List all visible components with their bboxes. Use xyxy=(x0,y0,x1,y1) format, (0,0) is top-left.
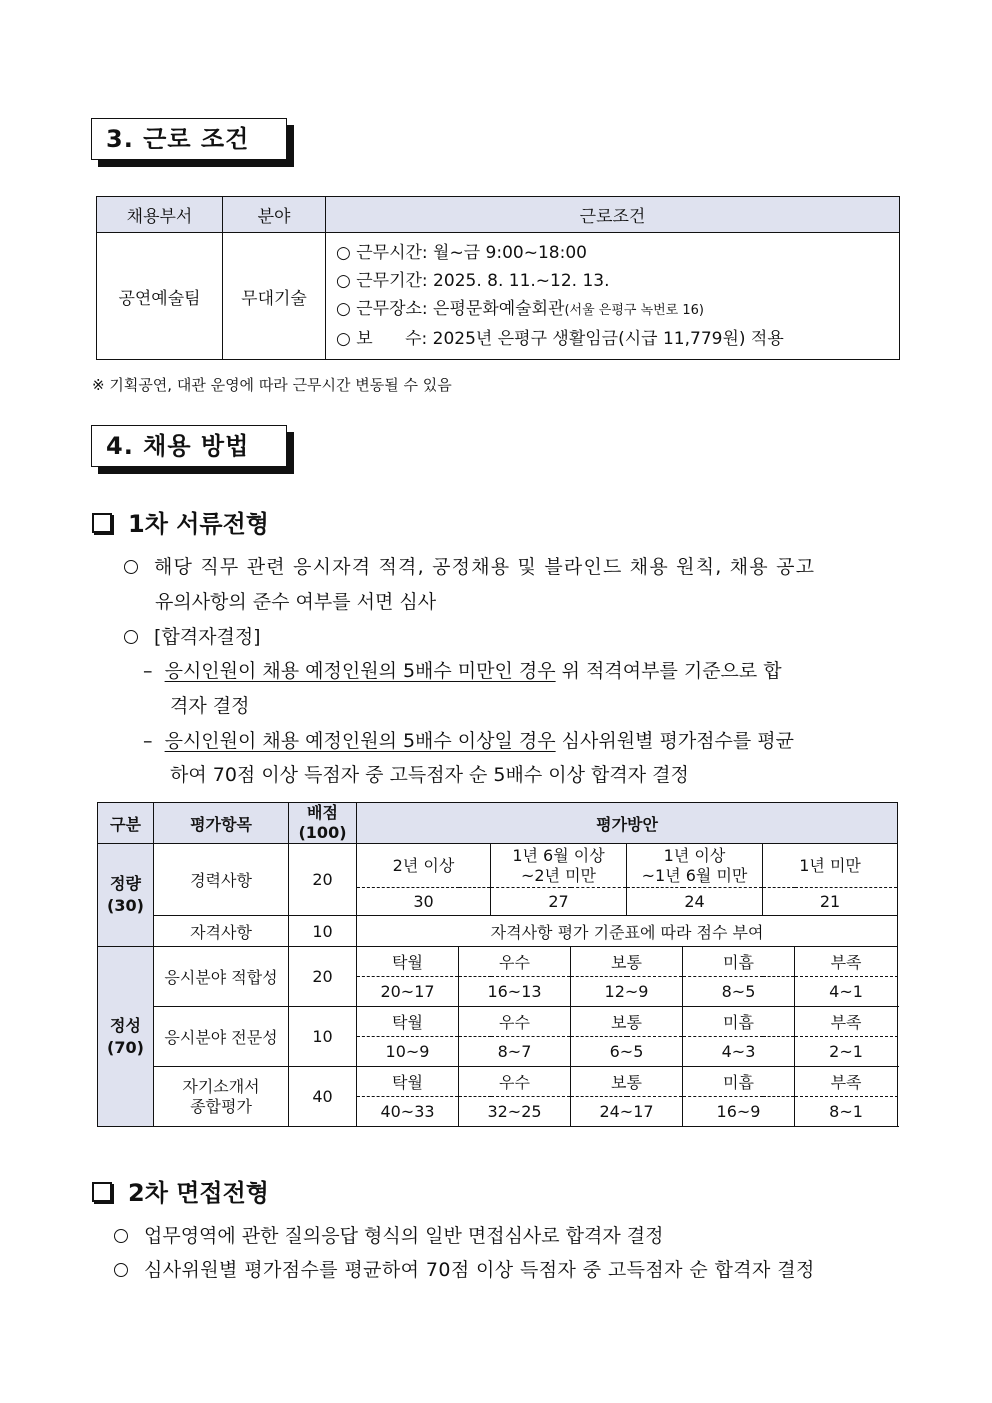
grade-average: 보통 xyxy=(571,1007,683,1037)
section-title-hiring-method: 4. 채용 방법 xyxy=(91,425,287,467)
career-range-3 xyxy=(627,844,763,888)
career-item: 경력사항 xyxy=(154,844,289,916)
qualification-score: 10 xyxy=(289,916,357,947)
pass-rule-1-underlined: 응시인원이 채용 예정인원의 5배수 미만인 경우 xyxy=(164,660,556,682)
qualitative-category xyxy=(98,947,154,1127)
grade-excellent: 탁월 xyxy=(357,1067,459,1097)
grade-good: 우수 xyxy=(459,947,571,977)
fit-score: 20 xyxy=(289,947,357,1007)
circle-bullet-icon xyxy=(114,1229,128,1243)
fit-points-5: 4~1 xyxy=(795,977,898,1007)
pass-decision-label: [합격자결정] xyxy=(154,626,261,648)
essay-points-1: 40~33 xyxy=(357,1097,459,1127)
career-range-3-line2: ~1년 6월 미만 xyxy=(641,865,748,885)
header-conditions: 근로조건 xyxy=(326,197,900,233)
career-range-2-line2: ~2년 미만 xyxy=(520,865,597,885)
department-cell: 공연예술팀 xyxy=(97,233,223,360)
pass-rule-1-rest: 위 적격여부를 기준으로 합 xyxy=(555,660,782,682)
dash-mark: – xyxy=(143,660,153,682)
expertise-points-2: 8~7 xyxy=(459,1037,571,1067)
essay-item-line2: 종합평가 xyxy=(190,1096,252,1116)
grade-insufficient: 미흡 xyxy=(683,947,795,977)
expertise-points-5: 2~1 xyxy=(795,1037,898,1067)
circle-bullet-icon xyxy=(124,560,138,574)
working-hours-note: ※ 기획공연, 대관 운영에 따라 근무시간 변동될 수 있음 xyxy=(92,376,452,394)
grade-good: 우수 xyxy=(459,1067,571,1097)
grade-average: 보통 xyxy=(571,1067,683,1097)
essay-item xyxy=(154,1067,289,1127)
grade-good: 우수 xyxy=(459,1007,571,1037)
career-range-4 xyxy=(763,844,898,888)
header-item: 평가항목 xyxy=(154,803,289,844)
checkbox-square-icon xyxy=(92,513,112,533)
expertise-points-3: 6~5 xyxy=(571,1037,683,1067)
pass-rule-2-line2: 하여 70점 이상 득점자 중 고득점자 순 5배수 이상 합격자 결정 xyxy=(170,764,689,786)
expertise-points-1: 10~9 xyxy=(357,1037,459,1067)
quantitative-category xyxy=(98,844,154,947)
round1-heading-text: 1차 서류전형 xyxy=(128,510,269,538)
qualitative-points: (70) xyxy=(107,1037,144,1057)
round1-bullet-1 xyxy=(124,554,815,580)
grade-poor: 부족 xyxy=(795,947,898,977)
condition-hours: ○ 근무시간: 월~금 9:00~18:00 xyxy=(336,243,587,263)
condition-pay-label: ○ 보 수: xyxy=(336,329,428,349)
career-range-1 xyxy=(357,844,491,888)
career-range-4-text: 1년 미만 xyxy=(799,855,861,875)
pass-rule-1-line2: 격자 결정 xyxy=(170,695,250,717)
fit-points-1: 20~17 xyxy=(357,977,459,1007)
round2-bullet-2 xyxy=(114,1257,815,1283)
condition-period: ○ 근무기간: 2025. 8. 11.~12. 13. xyxy=(336,271,610,291)
grade-excellent: 탁월 xyxy=(357,947,459,977)
header-score-line2: (100) xyxy=(298,823,347,842)
career-points-1: 30 xyxy=(357,888,491,916)
round2-bullet-1 xyxy=(114,1223,663,1249)
header-department: 채용부서 xyxy=(97,197,223,233)
checkbox-square-icon xyxy=(92,1182,112,1202)
grade-poor: 부족 xyxy=(795,1007,898,1037)
essay-points-4: 16~9 xyxy=(683,1097,795,1127)
career-points-3: 24 xyxy=(627,888,763,916)
round2-bullet-2-text: 심사위원별 평가점수를 평균하여 70점 이상 득점자 중 고득점자 순 합격자 결정 xyxy=(144,1259,815,1281)
condition-place-name: ○ 근무장소: 은평문화예술회관 xyxy=(336,299,565,319)
header-score xyxy=(289,803,357,844)
essay-points-2: 32~25 xyxy=(459,1097,571,1127)
round2-heading-text: 2차 면접전형 xyxy=(128,1179,269,1207)
circle-bullet-icon xyxy=(114,1263,128,1277)
career-range-1-text: 2년 이상 xyxy=(392,855,455,875)
expertise-points-4: 4~3 xyxy=(683,1037,795,1067)
working-conditions-table xyxy=(96,196,900,360)
fit-points-4: 8~5 xyxy=(683,977,795,1007)
fit-item: 응시분야 적합성 xyxy=(154,947,289,1007)
header-score-line1: 배점 xyxy=(307,803,338,822)
grade-excellent: 탁월 xyxy=(357,1007,459,1037)
round1-bullet-1-line1: 해당 직무 관련 응시자격 적격, 공정채용 및 블라인드 채용 원칙, 채용 공고 xyxy=(154,556,816,578)
header-field: 분야 xyxy=(223,197,326,233)
essay-item-line1: 자기소개서 xyxy=(182,1076,260,1096)
career-range-3-line1: 1년 이상 xyxy=(663,845,726,865)
quantitative-points: (30) xyxy=(107,896,144,915)
career-range-2-line1: 1년 6월 이상 xyxy=(512,845,605,865)
expertise-item: 응시분야 전문성 xyxy=(154,1007,289,1067)
career-score: 20 xyxy=(289,844,357,916)
pass-rule-2 xyxy=(143,728,794,754)
expertise-score: 10 xyxy=(289,1007,357,1067)
round1-heading xyxy=(92,504,269,539)
grade-insufficient: 미흡 xyxy=(683,1067,795,1097)
essay-points-5: 8~1 xyxy=(795,1097,898,1127)
fit-points-3: 12~9 xyxy=(571,977,683,1007)
dash-mark: – xyxy=(143,730,153,752)
pass-rule-2-underlined: 응시인원이 채용 예정인원의 5배수 이상일 경우 xyxy=(164,730,556,752)
conditions-cell xyxy=(326,233,900,360)
condition-place xyxy=(336,295,899,325)
condition-pay-value: 2025년 은평구 생활임금(시급 11,779원) 적용 xyxy=(432,329,784,349)
career-points-4: 21 xyxy=(763,888,898,916)
fit-points-2: 16~13 xyxy=(459,977,571,1007)
header-method: 평가방안 xyxy=(357,803,898,844)
essay-points-3: 24~17 xyxy=(571,1097,683,1127)
round2-bullet-1-text: 업무영역에 관한 질의응답 형식의 일반 면접심사로 합격자 결정 xyxy=(144,1225,664,1247)
qualification-method: 자격사항 평가 기준표에 따라 점수 부여 xyxy=(357,916,898,947)
quantitative-label: 정량 xyxy=(110,874,141,893)
evaluation-table xyxy=(97,802,898,1127)
grade-insufficient: 미흡 xyxy=(683,1007,795,1037)
career-points-2: 27 xyxy=(491,888,627,916)
pass-rule-1 xyxy=(143,658,782,684)
career-range-2 xyxy=(491,844,627,888)
round1-bullet-1-line2: 유의사항의 준수 여부를 서면 심사 xyxy=(155,591,437,613)
section-title-working-conditions: 3. 근로 조건 xyxy=(91,118,287,160)
condition-place-address: (서울 은평구 녹번로 16) xyxy=(564,303,704,318)
circle-bullet-icon xyxy=(124,630,138,644)
qualification-item: 자격사항 xyxy=(154,916,289,947)
grade-poor: 부족 xyxy=(795,1067,898,1097)
round1-bullet-2 xyxy=(124,624,261,650)
grade-average: 보통 xyxy=(571,947,683,977)
header-category: 구분 xyxy=(98,803,154,844)
condition-pay xyxy=(336,325,899,353)
pass-rule-2-rest: 심사위원별 평가점수를 평균 xyxy=(555,730,794,752)
essay-score: 40 xyxy=(289,1067,357,1127)
round2-heading xyxy=(92,1173,269,1208)
qualitative-label: 정성 xyxy=(110,1015,141,1035)
field-cell: 무대기술 xyxy=(223,233,326,360)
